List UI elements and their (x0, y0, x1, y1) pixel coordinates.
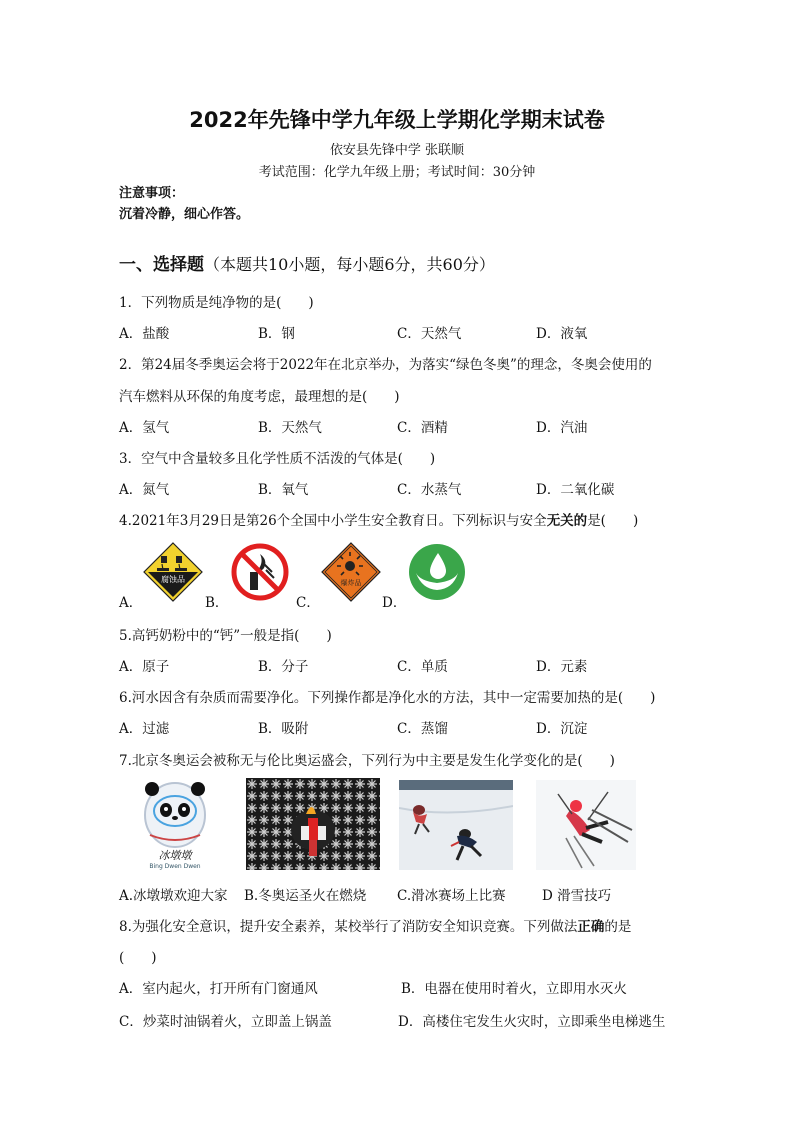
q5-stem: 5.高钙奶粉中的“钙”一般是指( ) (119, 628, 332, 644)
q8-blank: ( ) (119, 950, 157, 966)
q4-stem-emphasis: 无关的 (546, 513, 588, 529)
corrosive-sign-icon (143, 542, 203, 602)
q1-option-b: B．钢 (258, 326, 295, 342)
q3-stem: 3．空气中含量较多且化学性质不活泼的气体是( ) (119, 451, 436, 467)
q7-stem: 7.北京冬奥运会被称无与伦比奥运盛会，下列行为中主要是发生化学变化的是( ) (119, 753, 615, 769)
q7-option-a: A.冰墩墩欢迎大家 (119, 888, 228, 904)
mascot-caption: 冰墩墩 (158, 849, 192, 862)
q4-stem-pre: 4.2021年3月29日是第26个全国中小学生安全教育日。下列标识与安全 (119, 513, 547, 529)
q1-stem: 1．下列物质是纯净物的是( ) (119, 295, 314, 311)
q3-option-c: C．水蒸气 (397, 482, 462, 498)
q8-option-d: D．高楼住宅发生火灾时，立即乘坐电梯逃生 (398, 1014, 666, 1030)
q2-option-b: B．天然气 (258, 420, 322, 436)
q1-option-a: A．盐酸 (119, 326, 170, 342)
q8-stem (119, 915, 631, 935)
exam-title: 2022年先锋中学九年级上学期化学期末试卷 (189, 108, 605, 132)
water-saving-sign-icon (408, 543, 466, 601)
q6-stem: 6.河水因含有杂质而需要净化。下列操作都是净化水的方法，其中一定需要加热的是( ) (119, 690, 656, 706)
mascot-image (140, 777, 210, 871)
q7-option-c: C.滑冰赛场上比赛 (397, 888, 506, 904)
q8-stem-pre: 8.为强化安全意识，提升安全素养，某校举行了消防安全知识竞赛。下列做法 (119, 919, 578, 935)
q4-option-c-label: C． (296, 595, 320, 611)
torch-image (246, 778, 380, 870)
q2-option-d: D．汽油 (536, 420, 588, 436)
section-title: 一、选择题 (119, 255, 204, 275)
q8-option-a: A．室内起火，打开所有门窗通风 (119, 981, 318, 997)
skiing-image (536, 780, 636, 870)
q2-stem-line1: 2．第24届冬季奥运会将于2022年在北京举办，为落实“绿色冬奥”的理念，冬奥会使用的 (119, 357, 652, 373)
author-line: 依安县先锋中学 张联顺 (329, 143, 465, 158)
q4-stem (119, 509, 638, 529)
q6-option-b: B．吸附 (258, 721, 309, 737)
q5-option-c: C．单质 (397, 659, 448, 675)
q2-option-a: A．氢气 (119, 420, 170, 436)
q2-stem-line2: 汽车燃料从环保的角度考虑，最理想的是( ) (119, 389, 400, 405)
q8-stem-post: 的是 (604, 919, 632, 935)
q5-option-b: B．分子 (258, 659, 309, 675)
section-heading (119, 250, 495, 275)
q2-option-c: C．酒精 (397, 420, 448, 436)
q1-option-d: D．液氧 (536, 326, 588, 342)
q4-stem-post: 是( ) (587, 513, 639, 529)
q8-stem-emphasis: 正确 (577, 919, 605, 935)
q3-option-b: B．氧气 (258, 482, 309, 498)
q3-option-d: D．二氧化碳 (536, 482, 615, 498)
q8-option-b: B．电器在使用时着火，立即用水灭火 (401, 981, 627, 997)
notes-title: 注意事项： (119, 186, 185, 201)
q5-option-d: D．元素 (536, 659, 588, 675)
section-spec: （本题共10小题，每小题6分，共60分） (204, 255, 495, 274)
q4-option-d-label: D． (382, 595, 407, 611)
q6-option-c: C．蒸馏 (397, 721, 448, 737)
scope-line: 考试范围：化学九年级上册；考试时间：30分钟 (258, 165, 536, 180)
explosive-sign-text: 爆炸品 (340, 579, 362, 587)
notes-body: 沉着冷静，细心作答。 (119, 207, 250, 222)
speed-skating-image (399, 780, 513, 870)
q6-option-a: A．过滤 (119, 721, 170, 737)
explosive-sign-icon (321, 542, 381, 602)
q5-option-a: A．原子 (119, 659, 170, 675)
q7-option-d: D 滑雪技巧 (542, 888, 612, 904)
mascot-subcaption: Bing Dwen Dwen (149, 863, 201, 870)
q8-option-c: C．炒菜时油锅着火，立即盖上锅盖 (119, 1014, 332, 1030)
q4-option-b-label: B． (205, 595, 229, 611)
corrosive-sign-text: 腐蚀品 (161, 575, 185, 584)
q4-option-a-label: A． (119, 595, 143, 611)
q3-option-a: A．氮气 (119, 482, 170, 498)
no-fire-sign-icon (230, 542, 290, 602)
q7-option-b: B.冬奥运圣火在燃烧 (244, 888, 367, 904)
q1-option-c: C．天然气 (397, 326, 462, 342)
q6-option-d: D．沉淀 (536, 721, 588, 737)
